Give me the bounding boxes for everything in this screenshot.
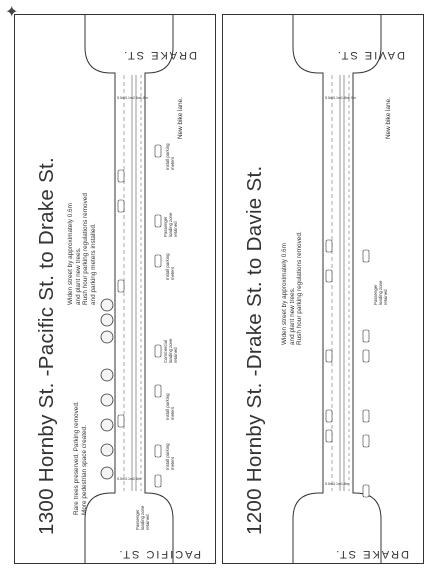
lane-width-b3: 1.8m bbox=[341, 96, 349, 100]
lane-width-b5: 5.5m bbox=[325, 482, 333, 486]
lane-width-7: 2.6m bbox=[133, 477, 141, 481]
car-icons bbox=[326, 240, 369, 497]
panel-1200-hornby bbox=[222, 14, 424, 564]
lane-width-4: 1.8m bbox=[140, 96, 148, 100]
label-install-meters-3: Install parking meters bbox=[165, 393, 175, 420]
note-rare-trees: Rare trees preserved. Parking removed. More pedestrian space created. bbox=[73, 401, 88, 515]
lane-width-3: 2.6m bbox=[133, 96, 141, 100]
label-install-meters-4: Install parking meters bbox=[165, 443, 175, 470]
lane-width-6: 3.1m bbox=[125, 477, 133, 481]
lane-width-1: 5.5m bbox=[117, 96, 125, 100]
note-widen-street: Widen street by approximately 0.6m and plant new trees. Rush hour parking regulations removed. bbox=[281, 231, 304, 345]
tree-icons bbox=[101, 299, 113, 479]
label-commercial-zone: Commercial loading zone retained bbox=[163, 338, 178, 363]
page-title: 1300 Hornby St. -Pacific St. to Drake St. bbox=[35, 156, 58, 535]
lane-width-5: 5.5m bbox=[117, 477, 125, 481]
lane-width-b1: 5.5m bbox=[325, 96, 333, 100]
street-label-bottom: PACIFIC ST. bbox=[117, 548, 201, 560]
panel-1300-hornby bbox=[14, 14, 216, 564]
note-new-bike-lane: New bike lane. bbox=[177, 97, 184, 139]
note-new-bike-lane: New bike lane. bbox=[385, 97, 392, 139]
car-icons bbox=[118, 145, 161, 487]
north-arrow-icon: ✦ bbox=[5, 4, 19, 21]
label-passenger-zone-1: Passenger loading zone retained bbox=[163, 212, 178, 237]
note-widen-street: Widen street by approximately 0.6m and plant new trees. Rush hour parking regulations removed and parking meters installed. bbox=[67, 193, 97, 305]
lane-width-2: 3.1m bbox=[125, 96, 133, 100]
lane-width-b4: 0.9m bbox=[348, 96, 356, 100]
label-install-meters-2: Install parking meters bbox=[165, 253, 175, 280]
label-install-meters-1: Install parking meters bbox=[165, 143, 175, 170]
lane-width-b7: 1.8m bbox=[341, 482, 349, 486]
street-label-top: DRAKE ST. bbox=[122, 49, 197, 61]
lane-width-b6: 3.1m bbox=[333, 482, 341, 486]
lane-width-b2: 3.1m bbox=[333, 96, 341, 100]
street-label-top: DAVIE ST. bbox=[335, 49, 405, 61]
street-label-bottom: DRAKE ST. bbox=[334, 548, 409, 560]
label-passenger-zone-2: Passenger loading zone retained bbox=[135, 505, 150, 530]
label-passenger-zone: Passenger loading zone retained bbox=[373, 280, 388, 305]
page-title: 1200 Hornby St. -Drake St. to Davie St. bbox=[243, 165, 266, 535]
